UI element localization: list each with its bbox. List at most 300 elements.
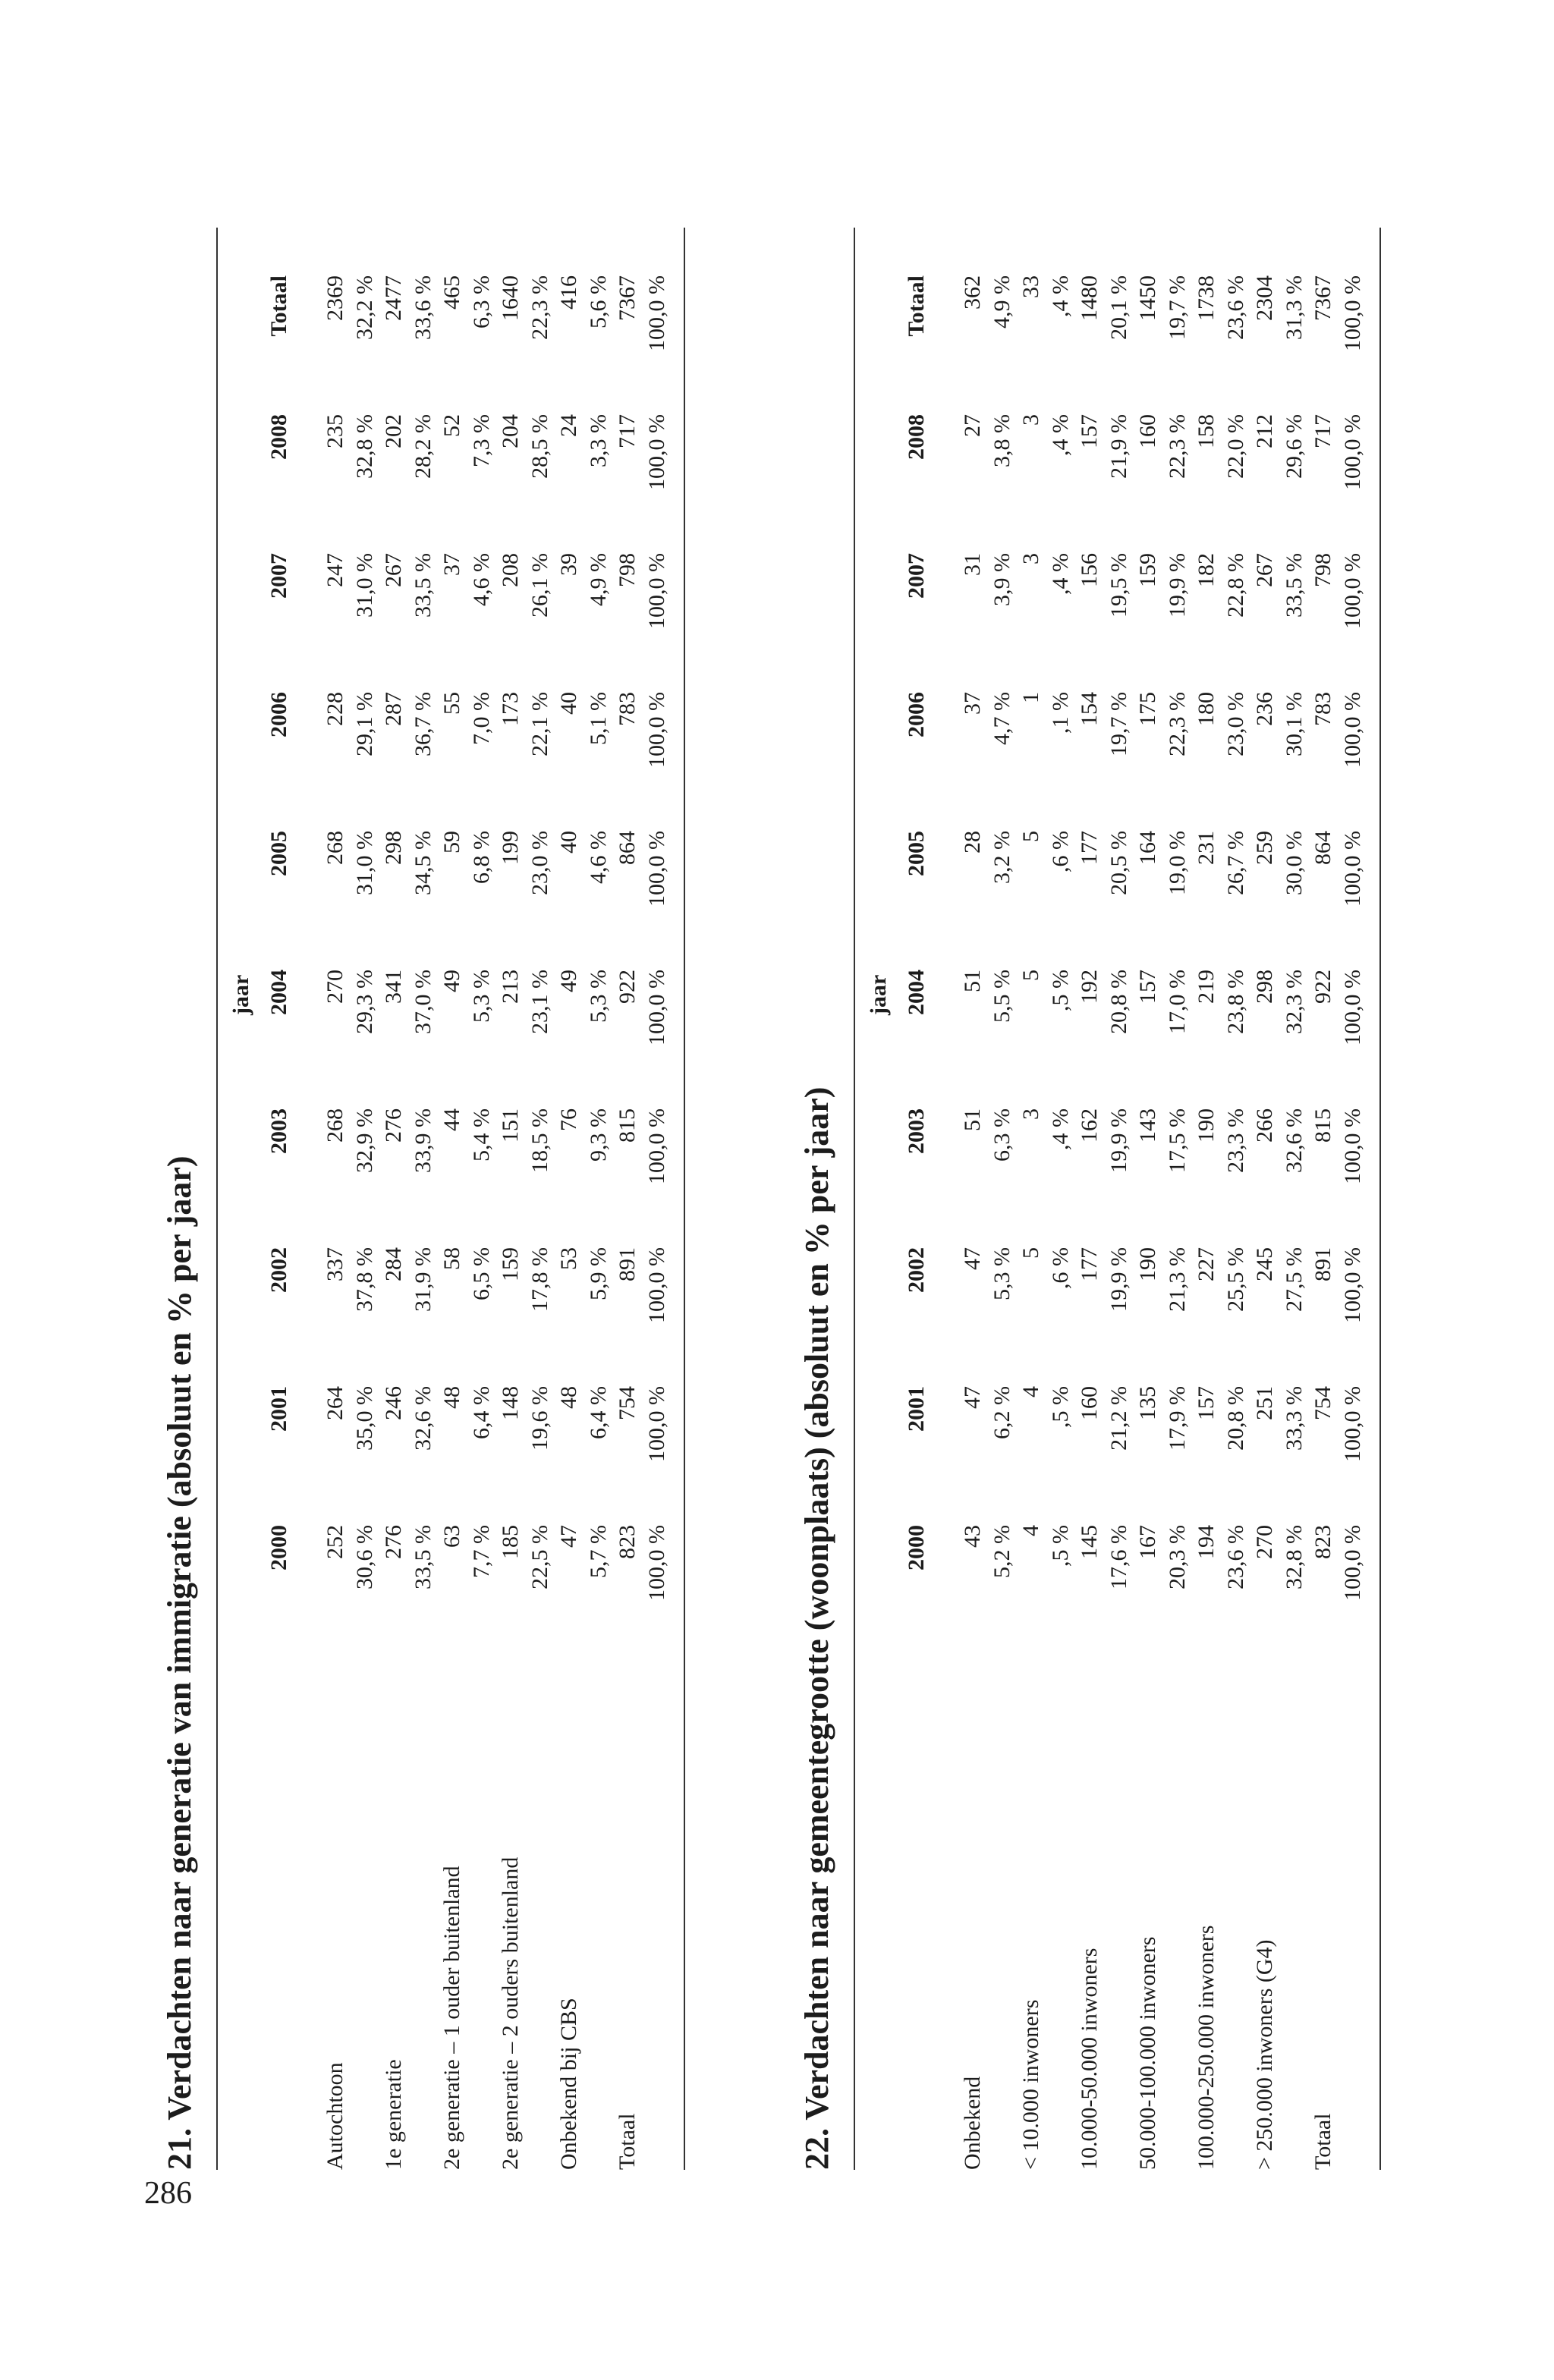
table-cell: 33,6 % bbox=[410, 275, 436, 340]
table-cell: 32,3 % bbox=[1281, 970, 1307, 1034]
table-cell: 31,0 % bbox=[351, 831, 377, 895]
table-cell: 204 bbox=[498, 414, 523, 448]
column-header: 2007 bbox=[266, 553, 291, 599]
table-cell: 30,6 % bbox=[351, 1525, 377, 1589]
table-cell: 100,0 % bbox=[643, 553, 669, 629]
table-cell: 276 bbox=[381, 1525, 406, 1559]
table-cell: 100,0 % bbox=[1339, 414, 1365, 490]
table-cell: 1738 bbox=[1194, 275, 1219, 321]
table-cell: 5,4 % bbox=[468, 1108, 494, 1162]
table-cell: 270 bbox=[322, 970, 348, 1004]
table-cell: 235 bbox=[322, 414, 348, 448]
table-cell: 284 bbox=[381, 1247, 406, 1281]
row-label: 50.000-100.000 inwoners bbox=[1135, 1936, 1160, 2170]
table-cell: 3 bbox=[1018, 553, 1043, 564]
rotated-content bbox=[156, 228, 1445, 2170]
table-cell: 20,1 % bbox=[1106, 275, 1131, 340]
table-cell: 266 bbox=[1252, 1108, 1277, 1143]
table-cell: ,4 % bbox=[1047, 553, 1073, 595]
table-cell: 51 bbox=[960, 970, 985, 992]
table-cell: 798 bbox=[1310, 553, 1335, 587]
table-bottom-rule bbox=[684, 228, 685, 2170]
table-cell: 47 bbox=[960, 1247, 985, 1270]
column-header: 2006 bbox=[904, 692, 929, 737]
table-cell: 44 bbox=[439, 1108, 464, 1131]
table-cell: 29,1 % bbox=[351, 692, 377, 756]
table-cell: 190 bbox=[1194, 1108, 1219, 1143]
table-cell: 3,8 % bbox=[989, 414, 1015, 467]
table-cell: 864 bbox=[615, 831, 640, 865]
row-label: 2e generatie – 2 ouders buitenland bbox=[498, 1857, 523, 2170]
table-cell: 264 bbox=[322, 1386, 348, 1420]
table-cell: 20,8 % bbox=[1106, 970, 1131, 1034]
table-cell: 25,5 % bbox=[1222, 1247, 1248, 1312]
table-cell: 190 bbox=[1135, 1247, 1160, 1281]
table-cell: 51 bbox=[960, 1108, 985, 1131]
table-cell: 145 bbox=[1077, 1525, 1102, 1559]
table-cell: 192 bbox=[1077, 970, 1102, 1004]
table-cell: 63 bbox=[439, 1525, 464, 1548]
table-cell: 148 bbox=[498, 1386, 523, 1420]
row-label: > 250.000 inwoners (G4) bbox=[1252, 1939, 1277, 2170]
table-cell: 18,5 % bbox=[527, 1108, 552, 1173]
table-cell: 3 bbox=[1018, 414, 1043, 426]
table-cell: 29,6 % bbox=[1281, 414, 1307, 479]
table-cell: 27,5 % bbox=[1281, 1247, 1307, 1312]
table-cell: 39 bbox=[556, 553, 581, 576]
table-cell: 251 bbox=[1252, 1386, 1277, 1420]
table-cell: 754 bbox=[1310, 1386, 1335, 1420]
table-cell: 100,0 % bbox=[1339, 1247, 1365, 1323]
table-cell: 227 bbox=[1194, 1247, 1219, 1281]
column-header: 2005 bbox=[266, 831, 291, 876]
table-cell: 267 bbox=[381, 553, 406, 587]
table-cell: 5,3 % bbox=[989, 1247, 1015, 1300]
row-label: 10.000-50.000 inwoners bbox=[1077, 1948, 1102, 2170]
table-cell: 6,3 % bbox=[468, 275, 494, 329]
table-cell: 27 bbox=[960, 414, 985, 437]
table-cell: 268 bbox=[322, 1108, 348, 1143]
column-header: 2005 bbox=[904, 831, 929, 876]
table-cell: 783 bbox=[615, 692, 640, 726]
table-cell: 6,4 % bbox=[468, 1386, 494, 1439]
table-cell: 798 bbox=[615, 553, 640, 587]
table-cell: 49 bbox=[439, 970, 464, 992]
table-cell: 5,6 % bbox=[585, 275, 611, 329]
table-cell: 22,8 % bbox=[1222, 553, 1248, 618]
table-cell: 864 bbox=[1310, 831, 1335, 865]
table-cell: 23,1 % bbox=[527, 970, 552, 1034]
table-cell: 29,3 % bbox=[351, 970, 377, 1034]
table-cell: 58 bbox=[439, 1247, 464, 1270]
page-number: 286 bbox=[144, 2176, 192, 2211]
table-cell: 100,0 % bbox=[643, 1247, 669, 1323]
table-cell: 245 bbox=[1252, 1247, 1277, 1281]
table-cell: 823 bbox=[1310, 1525, 1335, 1559]
table-cell: 3,3 % bbox=[585, 414, 611, 467]
table-cell: 76 bbox=[556, 1108, 581, 1131]
table-cell: 7,7 % bbox=[468, 1525, 494, 1578]
table-cell: 6,4 % bbox=[585, 1386, 611, 1439]
table-cell: 31,0 % bbox=[351, 553, 377, 618]
table-cell: 159 bbox=[1135, 553, 1160, 587]
table-cell: 100,0 % bbox=[1339, 553, 1365, 629]
table-cell: 26,1 % bbox=[527, 553, 552, 618]
table-cell: 236 bbox=[1252, 692, 1277, 726]
table-cell: 23,3 % bbox=[1222, 1108, 1248, 1173]
table-cell: 5 bbox=[1018, 970, 1043, 981]
table-cell: 6,5 % bbox=[468, 1247, 494, 1300]
table-cell: 202 bbox=[381, 414, 406, 448]
table-cell: 7,3 % bbox=[468, 414, 494, 467]
row-label: Autochtoon bbox=[322, 2062, 348, 2170]
table-cell: 23,0 % bbox=[527, 831, 552, 895]
table-cell: 26,7 % bbox=[1222, 831, 1248, 895]
column-group-label: jaar bbox=[228, 974, 253, 1015]
table-cell: 922 bbox=[615, 970, 640, 1004]
table-cell: 100,0 % bbox=[1339, 692, 1365, 768]
table-cell: 717 bbox=[1310, 414, 1335, 448]
table-cell: 35,0 % bbox=[351, 1386, 377, 1451]
table-cell: 22,3 % bbox=[527, 275, 552, 340]
table-cell: 298 bbox=[381, 831, 406, 865]
table-cell: 175 bbox=[1135, 692, 1160, 726]
table-cell: 22,1 % bbox=[527, 692, 552, 756]
table-cell: 21,3 % bbox=[1164, 1247, 1190, 1312]
table-cell: 158 bbox=[1194, 414, 1219, 448]
table-cell: 754 bbox=[615, 1386, 640, 1420]
table-cell: 6,3 % bbox=[989, 1108, 1015, 1162]
table-cell: 20,5 % bbox=[1106, 831, 1131, 895]
table-cell: 154 bbox=[1077, 692, 1102, 726]
table-cell: 100,0 % bbox=[1339, 970, 1365, 1045]
table-cell: 267 bbox=[1252, 553, 1277, 587]
table-cell: 21,2 % bbox=[1106, 1386, 1131, 1451]
table-cell: 1640 bbox=[498, 275, 523, 321]
table-cell: 20,3 % bbox=[1164, 1525, 1190, 1589]
table-cell: 5,2 % bbox=[989, 1525, 1015, 1578]
column-header: 2001 bbox=[904, 1386, 929, 1432]
table-cell: 48 bbox=[439, 1386, 464, 1409]
column-header: 2001 bbox=[266, 1386, 291, 1432]
table-cell: ,5 % bbox=[1047, 1525, 1073, 1567]
table-cell: 160 bbox=[1077, 1386, 1102, 1420]
row-label: 1e generatie bbox=[381, 2059, 406, 2170]
table-cell: 37,8 % bbox=[351, 1247, 377, 1312]
table-cell: 19,7 % bbox=[1106, 692, 1131, 756]
table-cell: 7,0 % bbox=[468, 692, 494, 745]
table-cell: 252 bbox=[322, 1525, 348, 1559]
table-cell: 4 bbox=[1018, 1525, 1043, 1536]
table-cell: 276 bbox=[381, 1108, 406, 1143]
column-header: 2000 bbox=[904, 1525, 929, 1570]
table-cell: 5,9 % bbox=[585, 1247, 611, 1300]
table-cell: 52 bbox=[439, 414, 464, 437]
table-cell: 22,0 % bbox=[1222, 414, 1248, 479]
table-cell: 143 bbox=[1135, 1108, 1160, 1143]
table-cell: 891 bbox=[1310, 1247, 1335, 1281]
table-cell: ,6 % bbox=[1047, 831, 1073, 872]
table-cell: 823 bbox=[615, 1525, 640, 1559]
column-header: 2003 bbox=[266, 1108, 291, 1154]
table-cell: 247 bbox=[322, 553, 348, 587]
table-cell: 162 bbox=[1077, 1108, 1102, 1143]
table-top-rule bbox=[216, 228, 218, 2170]
table-cell: 213 bbox=[498, 970, 523, 1004]
table-cell: 19,5 % bbox=[1106, 553, 1131, 618]
table-cell: 5,7 % bbox=[585, 1525, 611, 1578]
table-cell: 815 bbox=[615, 1108, 640, 1143]
table-cell: 17,6 % bbox=[1106, 1525, 1131, 1589]
row-label: Onbekend bij CBS bbox=[556, 1998, 581, 2170]
table-cell: 100,0 % bbox=[643, 1525, 669, 1601]
table-cell: 157 bbox=[1077, 414, 1102, 448]
table-cell: 31 bbox=[960, 553, 985, 576]
table-cell: 59 bbox=[439, 831, 464, 854]
column-header: 2008 bbox=[266, 414, 291, 460]
table-cell: 19,9 % bbox=[1164, 553, 1190, 618]
table-cell: 100,0 % bbox=[643, 275, 669, 351]
table-cell: 199 bbox=[498, 831, 523, 865]
table-cell: 100,0 % bbox=[643, 414, 669, 490]
table-cell: 177 bbox=[1077, 1247, 1102, 1281]
table-cell: 159 bbox=[498, 1247, 523, 1281]
column-header: 2004 bbox=[266, 970, 291, 1015]
table-cell: 100,0 % bbox=[1339, 1525, 1365, 1601]
table-cell: 7367 bbox=[615, 275, 640, 321]
table-cell: 4,6 % bbox=[585, 831, 611, 884]
table-cell: 32,8 % bbox=[351, 414, 377, 479]
table-cell: 19,6 % bbox=[527, 1386, 552, 1451]
table-cell: 717 bbox=[615, 414, 640, 448]
column-group-label: jaar bbox=[866, 974, 891, 1015]
table-cell: 185 bbox=[498, 1525, 523, 1559]
table-cell: 164 bbox=[1135, 831, 1160, 865]
table-cell: 28,5 % bbox=[527, 414, 552, 479]
column-header: Totaal bbox=[266, 275, 291, 337]
table-cell: 228 bbox=[322, 692, 348, 726]
row-label: Onbekend bbox=[960, 2076, 985, 2170]
table-cell: 2304 bbox=[1252, 275, 1277, 321]
table-cell: 100,0 % bbox=[643, 831, 669, 907]
table-cell: 34,5 % bbox=[410, 831, 436, 895]
table-cell: 465 bbox=[439, 275, 464, 310]
table-cell: 5 bbox=[1018, 1247, 1043, 1259]
table-cell: 135 bbox=[1135, 1386, 1160, 1420]
table-cell: 32,6 % bbox=[1281, 1108, 1307, 1173]
table-cell: 28 bbox=[960, 831, 985, 854]
table-cell: ,4 % bbox=[1047, 1108, 1073, 1150]
table-cell: 32,2 % bbox=[351, 275, 377, 340]
table-cell: 23,6 % bbox=[1222, 1525, 1248, 1589]
table-cell: 3,9 % bbox=[989, 553, 1015, 606]
table-cell: 31,9 % bbox=[410, 1247, 436, 1312]
table-cell: 173 bbox=[498, 692, 523, 726]
column-header: 2006 bbox=[266, 692, 291, 737]
table-cell: 28,2 % bbox=[410, 414, 436, 479]
table-cell: 47 bbox=[556, 1525, 581, 1548]
table-cell: 37 bbox=[439, 553, 464, 576]
table-cell: ,1 % bbox=[1047, 692, 1073, 734]
table-cell: 167 bbox=[1135, 1525, 1160, 1559]
table-cell: 298 bbox=[1252, 970, 1277, 1004]
table-cell: 1 bbox=[1018, 692, 1043, 703]
table-cell: 33,3 % bbox=[1281, 1386, 1307, 1451]
table-cell: 180 bbox=[1194, 692, 1219, 726]
table-cell: 31,3 % bbox=[1281, 275, 1307, 340]
table-21-title: 21. Verdachten naar generatie van immigratie (absoluut en % per jaar) bbox=[161, 1155, 198, 2170]
table-cell: 33,9 % bbox=[410, 1108, 436, 1173]
table-cell: 36,7 % bbox=[410, 692, 436, 756]
table-cell: 1450 bbox=[1135, 275, 1160, 321]
table-cell: 20,8 % bbox=[1222, 1386, 1248, 1451]
table-cell: 6,8 % bbox=[468, 831, 494, 884]
table-22-section bbox=[793, 228, 1365, 2170]
table-cell: 22,5 % bbox=[527, 1525, 552, 1589]
row-label: 100.000-250.000 inwoners bbox=[1194, 1925, 1219, 2170]
table-cell: 5,5 % bbox=[989, 970, 1015, 1023]
table-cell: 891 bbox=[615, 1247, 640, 1281]
table-cell: 19,9 % bbox=[1106, 1247, 1131, 1312]
table-cell: ,6 % bbox=[1047, 1247, 1073, 1289]
table-cell: 160 bbox=[1135, 414, 1160, 448]
table-cell: 287 bbox=[381, 692, 406, 726]
table-cell: 22,3 % bbox=[1164, 414, 1190, 479]
table-cell: 17,0 % bbox=[1164, 970, 1190, 1034]
table-cell: 23,6 % bbox=[1222, 275, 1248, 340]
table-cell: 17,9 % bbox=[1164, 1386, 1190, 1451]
table-cell: 33,5 % bbox=[410, 1525, 436, 1589]
table-cell: 40 bbox=[556, 692, 581, 715]
table-cell: ,5 % bbox=[1047, 1386, 1073, 1428]
table-cell: 30,0 % bbox=[1281, 831, 1307, 895]
table-cell: 5,1 % bbox=[585, 692, 611, 745]
table-cell: 23,0 % bbox=[1222, 692, 1248, 756]
table-cell: 100,0 % bbox=[643, 692, 669, 768]
table-cell: 19,9 % bbox=[1106, 1108, 1131, 1173]
table-cell: 100,0 % bbox=[1339, 831, 1365, 907]
row-label: 2e generatie – 1 ouder buitenland bbox=[439, 1866, 464, 2170]
table-cell: 815 bbox=[1310, 1108, 1335, 1143]
table-cell: 5,3 % bbox=[585, 970, 611, 1023]
row-label: Totaal bbox=[1310, 2113, 1335, 2170]
table-cell: ,5 % bbox=[1047, 970, 1073, 1011]
table-cell: 47 bbox=[960, 1386, 985, 1409]
table-cell: 4 bbox=[1018, 1386, 1043, 1398]
table-cell: 9,3 % bbox=[585, 1108, 611, 1162]
table-cell: 100,0 % bbox=[643, 970, 669, 1045]
table-cell: 4,9 % bbox=[989, 275, 1015, 329]
table-cell: 157 bbox=[1194, 1386, 1219, 1420]
table-cell: 100,0 % bbox=[1339, 275, 1365, 351]
table-cell: 53 bbox=[556, 1247, 581, 1270]
column-header: Totaal bbox=[904, 275, 929, 337]
table-cell: 4,7 % bbox=[989, 692, 1015, 745]
table-cell: 783 bbox=[1310, 692, 1335, 726]
table-cell: 177 bbox=[1077, 831, 1102, 865]
table-cell: 17,5 % bbox=[1164, 1108, 1190, 1173]
table-cell: 4,9 % bbox=[585, 553, 611, 606]
table-cell: 32,6 % bbox=[410, 1386, 436, 1451]
column-header: 2008 bbox=[904, 414, 929, 460]
table-cell: 4,6 % bbox=[468, 553, 494, 606]
table-cell: 259 bbox=[1252, 831, 1277, 865]
table-cell: 2369 bbox=[322, 275, 348, 321]
table-cell: ,4 % bbox=[1047, 275, 1073, 317]
table-cell: 33,5 % bbox=[1281, 553, 1307, 618]
table-cell: 6,2 % bbox=[989, 1386, 1015, 1439]
table-cell: 32,9 % bbox=[351, 1108, 377, 1173]
table-cell: 32,8 % bbox=[1281, 1525, 1307, 1589]
table-cell: 157 bbox=[1135, 970, 1160, 1004]
table-cell: 19,7 % bbox=[1164, 275, 1190, 340]
table-cell: 268 bbox=[322, 831, 348, 865]
table-cell: 7367 bbox=[1310, 275, 1335, 321]
row-label: < 10.000 inwoners bbox=[1018, 1999, 1043, 2170]
table-cell: 33 bbox=[1018, 275, 1043, 298]
table-cell: 212 bbox=[1252, 414, 1277, 448]
table-cell: 416 bbox=[556, 275, 581, 310]
column-header: 2004 bbox=[904, 970, 929, 1015]
column-header: 2003 bbox=[904, 1108, 929, 1154]
table-cell: 22,3 % bbox=[1164, 692, 1190, 756]
column-header: 2002 bbox=[266, 1247, 291, 1293]
table-cell: 246 bbox=[381, 1386, 406, 1420]
table-cell: 231 bbox=[1194, 831, 1219, 865]
table-cell: 1480 bbox=[1077, 275, 1102, 321]
table-cell: 43 bbox=[960, 1525, 985, 1548]
table-bottom-rule bbox=[1379, 228, 1381, 2170]
table-cell: 3 bbox=[1018, 1108, 1043, 1120]
table-cell: 5 bbox=[1018, 831, 1043, 842]
table-cell: 270 bbox=[1252, 1525, 1277, 1559]
column-header: 2007 bbox=[904, 553, 929, 599]
table-22-title: 22. Verdachten naar gemeentegrootte (woonplaats) (absoluut en % per jaar) bbox=[798, 1086, 835, 2170]
table-cell: 2477 bbox=[381, 275, 406, 321]
column-header: 2000 bbox=[266, 1525, 291, 1570]
table-cell: 182 bbox=[1194, 553, 1219, 587]
table-cell: 21,9 % bbox=[1106, 414, 1131, 479]
table-cell: 5,3 % bbox=[468, 970, 494, 1023]
table-cell: 37 bbox=[960, 692, 985, 715]
table-cell: 922 bbox=[1310, 970, 1335, 1004]
table-cell: 19,0 % bbox=[1164, 831, 1190, 895]
column-header: 2002 bbox=[904, 1247, 929, 1293]
table-cell: 17,8 % bbox=[527, 1247, 552, 1312]
table-cell: 341 bbox=[381, 970, 406, 1004]
table-cell: 208 bbox=[498, 553, 523, 587]
table-cell: 337 bbox=[322, 1247, 348, 1281]
table-cell: 100,0 % bbox=[643, 1386, 669, 1462]
table-cell: 55 bbox=[439, 692, 464, 715]
table-cell: 30,1 % bbox=[1281, 692, 1307, 756]
table-top-rule bbox=[854, 228, 855, 2170]
table-cell: ,4 % bbox=[1047, 414, 1073, 456]
table-cell: 156 bbox=[1077, 553, 1102, 587]
table-cell: 219 bbox=[1194, 970, 1219, 1004]
table-cell: 49 bbox=[556, 970, 581, 992]
table-cell: 24 bbox=[556, 414, 581, 437]
table-cell: 100,0 % bbox=[1339, 1108, 1365, 1184]
table-cell: 33,5 % bbox=[410, 553, 436, 618]
table-cell: 48 bbox=[556, 1386, 581, 1409]
table-cell: 194 bbox=[1194, 1525, 1219, 1559]
table-cell: 151 bbox=[498, 1108, 523, 1143]
table-cell: 100,0 % bbox=[1339, 1386, 1365, 1462]
table-cell: 37,0 % bbox=[410, 970, 436, 1034]
table-cell: 100,0 % bbox=[643, 1108, 669, 1184]
table-cell: 23,8 % bbox=[1222, 970, 1248, 1034]
